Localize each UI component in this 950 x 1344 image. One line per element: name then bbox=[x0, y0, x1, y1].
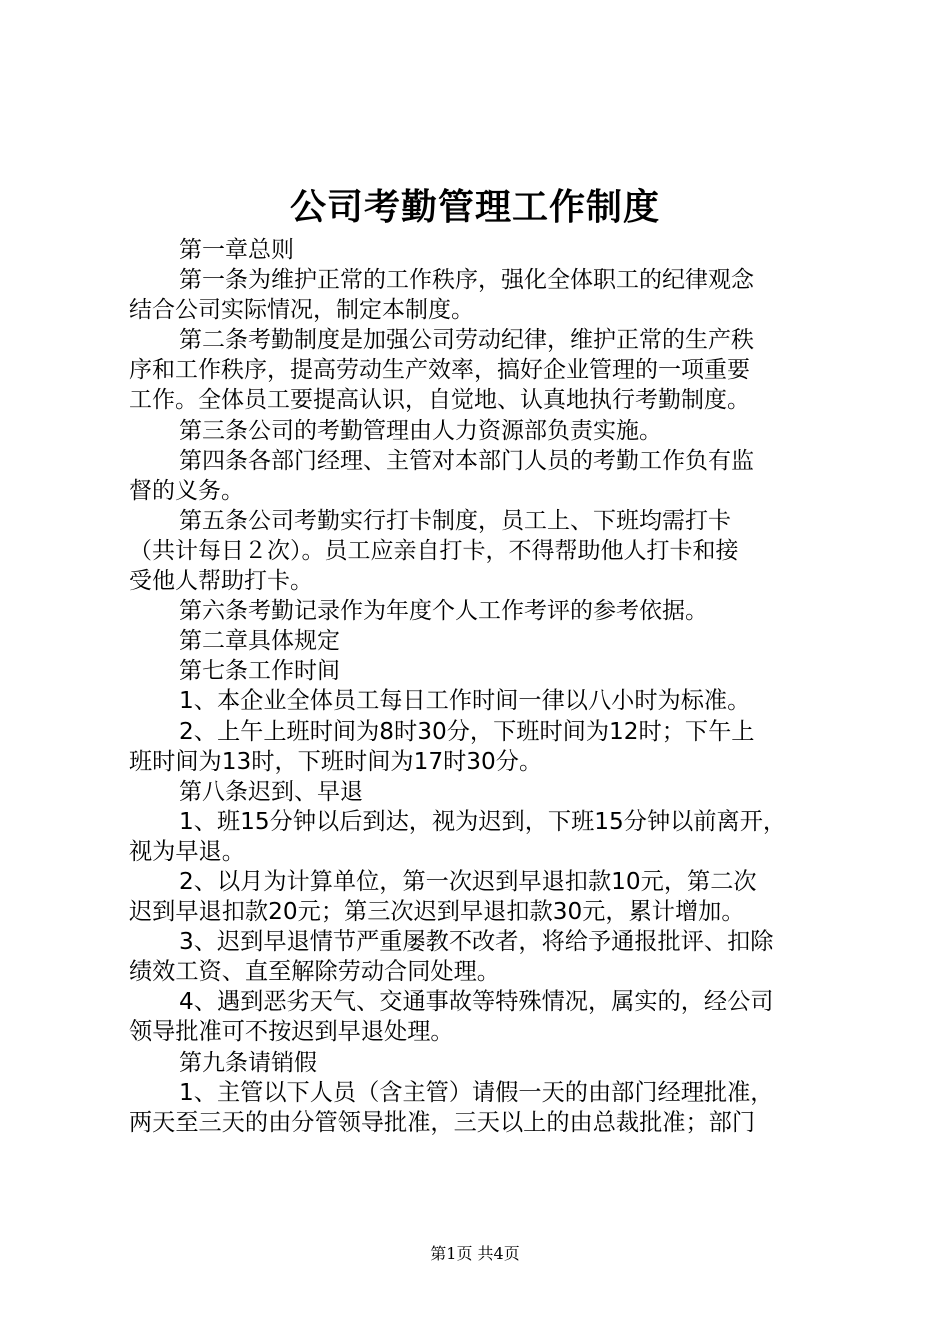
text-line: 第七条工作时间 bbox=[179, 658, 340, 685]
text-line: 督的义务。 bbox=[129, 477, 244, 504]
text-line: 第六条考勤记录作为年度个人工作考评的参考依据。 bbox=[179, 598, 708, 625]
text-line: 1、本企业全体员工每日工作时间一律以八小时为标准。 bbox=[179, 687, 751, 715]
text-line: 序和工作秩序，提高劳动生产效率，搞好企业管理的一项重要 bbox=[129, 357, 750, 384]
text-line: 视为早退。 bbox=[129, 837, 245, 865]
text-line: 第九条请销假 bbox=[179, 1049, 317, 1076]
text-line: 迟到早退扣款20元；第三次迟到早退扣款30元，累计增加。 bbox=[129, 898, 745, 926]
text-line: 3、迟到早退情节严重屡教不改者，将给予通报批评、扣除 bbox=[179, 928, 774, 956]
text-line: 4、遇到恶劣天气、交通事故等特殊情况，属实的，经公司 bbox=[179, 988, 774, 1016]
text-line: 第四条各部门经理、主管对本部门人员的考勤工作负有监 bbox=[179, 447, 754, 474]
text-line: 工作。全体员工要提高认识，自觉地、认真地执行考勤制度。 bbox=[129, 387, 750, 414]
text-line: 第二章具体规定 bbox=[179, 628, 340, 655]
page-footer: 第1页 共4页 bbox=[430, 1244, 520, 1263]
text-line: 绩效工资、直至解除劳动合同处理。 bbox=[129, 958, 500, 986]
text-line: 领导批准可不按迟到早退处理。 bbox=[129, 1018, 454, 1046]
text-line: 第五条公司考勤实行打卡制度，员工上、下班均需打卡 bbox=[179, 507, 731, 534]
text-line: 受他人帮助打卡。 bbox=[129, 568, 313, 595]
text-line: 1、主管以下人员（含主管）请假一天的由部门经理批准， bbox=[179, 1078, 774, 1106]
text-line: （共计每日２次）。员工应亲自打卡，不得帮助他人打卡和接 bbox=[129, 537, 739, 564]
text-line: 第三条公司的考勤管理由人力资源部负责实施。 bbox=[179, 417, 662, 444]
text-line: 2、以月为计算单位，第一次迟到早退扣款10元，第二次 bbox=[179, 867, 757, 895]
document-title: 公司考勤管理工作制度 bbox=[289, 186, 660, 228]
text-line: 第八条迟到、早退 bbox=[179, 778, 363, 805]
text-line: 2、上午上班时间为8时30分，下班时间为12时；下午上 bbox=[179, 717, 755, 745]
text-line: 班时间为13时，下班时间为17时30分。 bbox=[129, 747, 543, 775]
text-line: 结合公司实际情况，制定本制度。 bbox=[129, 297, 474, 324]
text-line: 第一章总则 bbox=[179, 237, 294, 263]
text-line: 两天至三天的由分管领导批准，三天以上的由总裁批准；部门 bbox=[129, 1108, 756, 1136]
document-body bbox=[129, 235, 833, 1138]
text-line: 1、班15分钟以后到达，视为迟到，下班15分钟以前离开， bbox=[179, 807, 787, 835]
text-line: 第二条考勤制度是加强公司劳动纪律，维护正常的生产秩 bbox=[179, 327, 754, 354]
text-line: 第一条为维护正常的工作秩序，强化全体职工的纪律观念 bbox=[179, 267, 754, 294]
